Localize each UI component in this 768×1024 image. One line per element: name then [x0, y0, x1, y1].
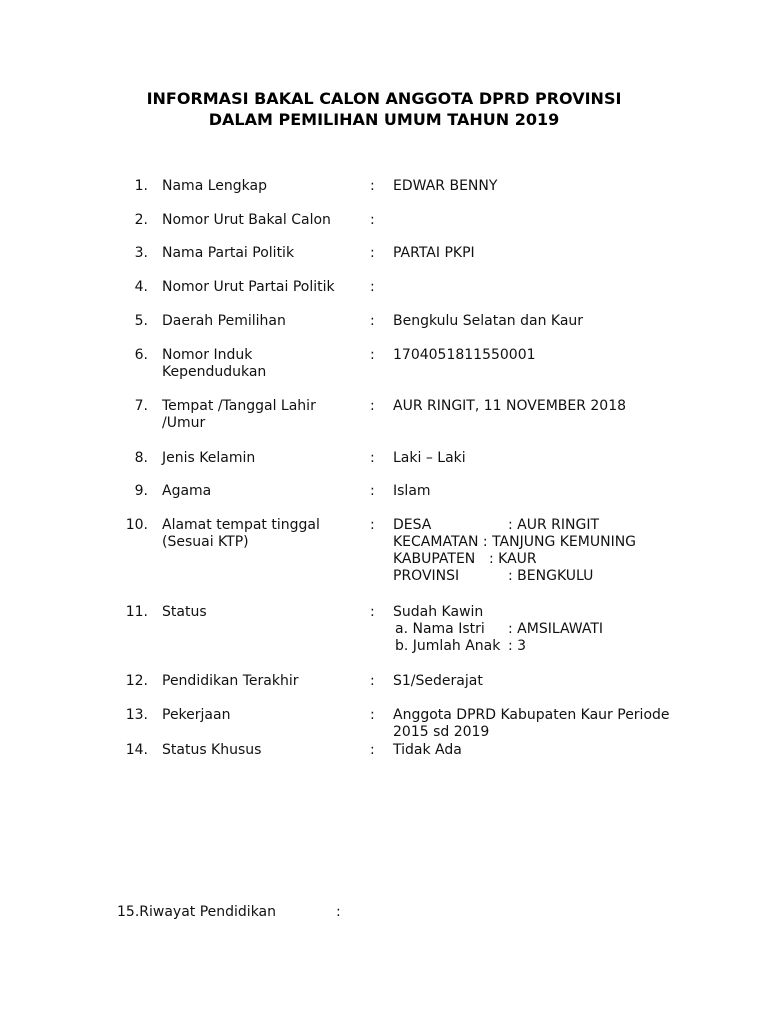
- address-value: : KAUR: [489, 551, 537, 567]
- field-separator: :: [370, 212, 375, 228]
- field-separator: :: [370, 279, 375, 295]
- address-block: [393, 517, 713, 585]
- field-label: Pekerjaan: [162, 707, 231, 723]
- document-title-line-2: DALAM PEMILIHAN UMUM TAHUN 2019: [208, 110, 560, 129]
- address-row-desa: [393, 517, 713, 534]
- field-label: Nomor Urut Bakal Calon: [162, 212, 331, 228]
- address-value: : BENGKULU: [508, 568, 594, 584]
- address-key: KECAMATAN: [393, 534, 479, 550]
- field-value: Laki – Laki: [393, 450, 466, 466]
- field-separator: :: [370, 178, 375, 194]
- field-label: Jenis Kelamin: [162, 450, 256, 466]
- field-value: S1/Sederajat: [393, 673, 483, 689]
- field-label: [162, 517, 362, 551]
- field-label: [162, 398, 362, 432]
- field-value: PARTAI PKPI: [393, 245, 475, 261]
- riwayat-pendidikan-separator: :: [336, 904, 341, 920]
- row-number: 7.: [134, 398, 148, 414]
- field-label: Agama: [162, 483, 212, 499]
- row-number: 8.: [134, 450, 148, 466]
- riwayat-pendidikan-label: 15.Riwayat Pendidikan: [117, 904, 277, 920]
- row-number: 9.: [134, 483, 148, 499]
- field-label: Nama Lengkap: [162, 178, 267, 194]
- field-value: EDWAR BENNY: [393, 178, 498, 194]
- field-value: Islam: [393, 483, 431, 499]
- sub-value: : 3: [508, 638, 527, 654]
- status-sub-row-anak: [393, 638, 713, 655]
- field-separator: :: [370, 313, 375, 329]
- address-row-kabupaten: [393, 551, 713, 568]
- document-title-line-1: INFORMASI BAKAL CALON ANGGOTA DPRD PROVINSI: [146, 89, 622, 108]
- field-label: Status: [162, 604, 207, 620]
- field-label: [162, 347, 362, 381]
- field-value: AUR RINGIT, 11 NOVEMBER 2018: [393, 398, 627, 414]
- field-value: Bengkulu Selatan dan Kaur: [393, 313, 584, 329]
- field-separator: :: [370, 673, 375, 689]
- field-label-line-2: Kependudukan: [162, 364, 267, 380]
- field-label: Daerah Pemilihan: [162, 313, 286, 329]
- field-separator: :: [370, 517, 375, 533]
- status-sub-row-istri: [393, 621, 713, 638]
- field-label: Nama Partai Politik: [162, 245, 295, 261]
- row-number: 10.: [125, 517, 148, 533]
- address-value: : AUR RINGIT: [508, 517, 600, 533]
- field-separator: :: [370, 742, 375, 758]
- address-value: : TANJUNG KEMUNING: [482, 534, 637, 550]
- field-value: Tidak Ada: [393, 742, 462, 758]
- field-label-line-2: /Umur: [162, 415, 206, 431]
- row-number: 13.: [125, 707, 148, 723]
- row-number: 1.: [134, 178, 148, 194]
- row-number: 3.: [134, 245, 148, 261]
- field-separator: :: [370, 245, 375, 261]
- field-label-line-1: Nomor Induk: [162, 347, 253, 363]
- field-label: Pendidikan Terakhir: [162, 673, 299, 689]
- row-number: 12.: [125, 673, 148, 689]
- row-number: 4.: [134, 279, 148, 295]
- address-key: PROVINSI: [393, 568, 460, 584]
- address-key: DESA: [393, 517, 432, 533]
- field-separator: :: [370, 604, 375, 620]
- field-label: Nomor Urut Partai Politik: [162, 279, 335, 295]
- field-separator: :: [370, 347, 375, 363]
- field-value-line-2: 2015 sd 2019: [393, 724, 490, 740]
- row-number: 6.: [134, 347, 148, 363]
- status-block: [393, 604, 713, 655]
- field-label-line-1: Alamat tempat tinggal: [162, 517, 320, 533]
- field-label-line-1: Tempat /Tanggal Lahir: [162, 398, 316, 414]
- field-separator: :: [370, 483, 375, 499]
- address-row-provinsi: [393, 568, 713, 585]
- field-separator: :: [370, 707, 375, 723]
- sub-key: a. Nama Istri: [395, 621, 485, 637]
- field-separator: :: [370, 450, 375, 466]
- sub-value: : AMSILAWATI: [508, 621, 604, 637]
- field-value-line-1: Anggota DPRD Kabupaten Kaur Periode: [393, 707, 670, 723]
- field-value: [393, 707, 713, 741]
- field-value: Sudah Kawin: [393, 604, 484, 620]
- row-number: 5.: [134, 313, 148, 329]
- field-value: 1704051811550001: [393, 347, 536, 363]
- address-key: KABUPATEN: [393, 551, 476, 567]
- row-number: 14.: [125, 742, 148, 758]
- field-separator: :: [370, 398, 375, 414]
- sub-key: b. Jumlah Anak: [395, 638, 501, 654]
- row-number: 2.: [134, 212, 148, 228]
- field-label-line-2: (Sesuai KTP): [162, 534, 249, 550]
- field-label: Status Khusus: [162, 742, 262, 758]
- address-row-kecamatan: [393, 534, 713, 551]
- row-number: 11.: [125, 604, 148, 620]
